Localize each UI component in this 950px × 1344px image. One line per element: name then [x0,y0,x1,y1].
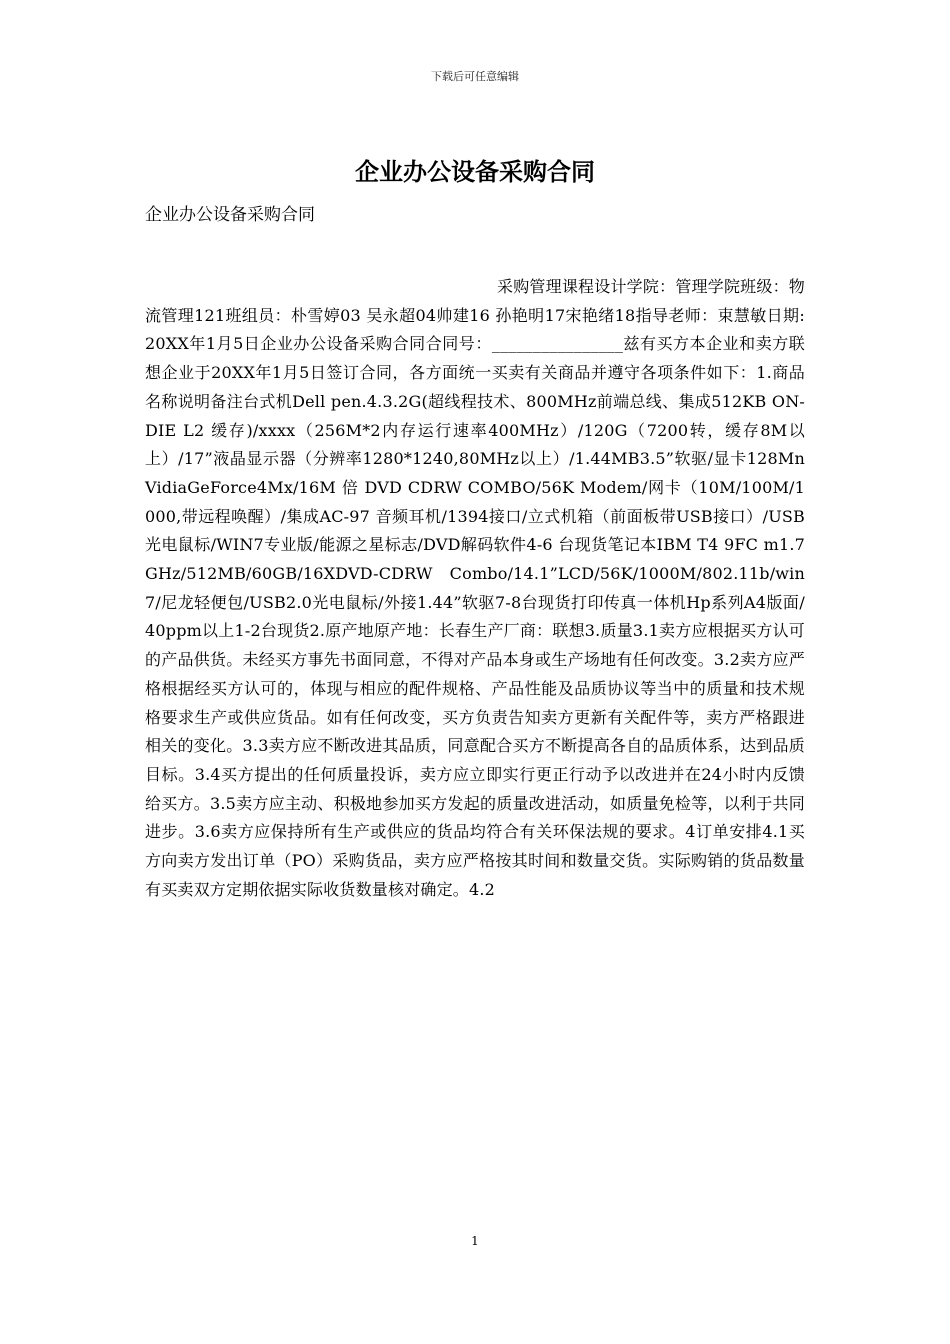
document-subtitle: 企业办公设备采购合同 [145,205,315,225]
page-number: 1 [471,1234,479,1248]
contract-body: 采购管理课程设计学院：管理学院班级：物流管理121班组员：朴雪婷03 吴永超04帅建16 孙艳明17宋艳绪18指导老师：束慧敏日期:20XX年1月5日企业办公设备采购合同合同号：________________兹有买方本企业和卖方联想企业于20XX年1月5日签订合同，各方面统一买卖有关商品并遵守各项条件如下：1.商品名称说明备注台式机Dell pen.4.3.2G(超线程技术、800MHz前端总线、集成512KB ON-DIE L2 缓存)/xxxx（256M*2内存运行速率400MHz）/120G（7200转，缓存8M以上）/17”液晶显示器（分辨率1280*1240,80MHz以上）/1.44MB3.5”软驱/显卡128MnVidiaGeForce4Mx/16M 倍 DVD CDRW COMBO/56K Modem/网卡（10M/100M/1000,带远程唤醒）/集成AC-97 音频耳机/1394接口/立式机箱（前面板带USB接口）/USB光电鼠标/WIN7专业版/能源之星标志/DVD解码软件4-6 台现货笔记本IBM T4 9FC m1.7GHz/512MB/60GB/16XDVD-CDRW Combo/14.1”LCD/56K/1000M/802.11b/win7/尼龙轻便包/USB2.0光电鼠标/外接1.44”软驱7-8台现货打印传真一体机Hp系列A4版面/40ppm以上1-2台现货2.原产地原产地：长春生产厂商：联想3.质量3.1卖方应根据买方认可的产品供货。未经买方事先书面同意，不得对产品本身或生产场地有任何改变。3.2卖方应严格根据经买方认可的，体现与相应的配件规格、产品性能及品质协议等当中的质量和技术规格要求生产或供应货品。如有任何改变，买方负责告知卖方更新有关配件等，卖方严格跟进相关的变化。3.3卖方应不断改进其品质，同意配合买方不断提高各自的品质体系，达到品质目标。3.4买方提出的任何质量投诉，卖方应立即实行更正行动予以改进并在24小时内反馈给买方。3.5卖方应主动、积极地参加买方发起的质量改进活动，如质量免检等，以利于共同进步。3.6卖方应保持所有生产或供应的货品均符合有关环保法规的要求。4订单安排4.1买方向卖方发出订单（PO）采购货品，卖方应严格按其时间和数量交货。实际购销的货品数量有买卖双方定期依据实际收货数量核对确定。4.2 [145,277,805,899]
header-note: 下载后可任意编辑 [431,70,519,83]
document-title: 企业办公设备采购合同 [355,158,595,186]
